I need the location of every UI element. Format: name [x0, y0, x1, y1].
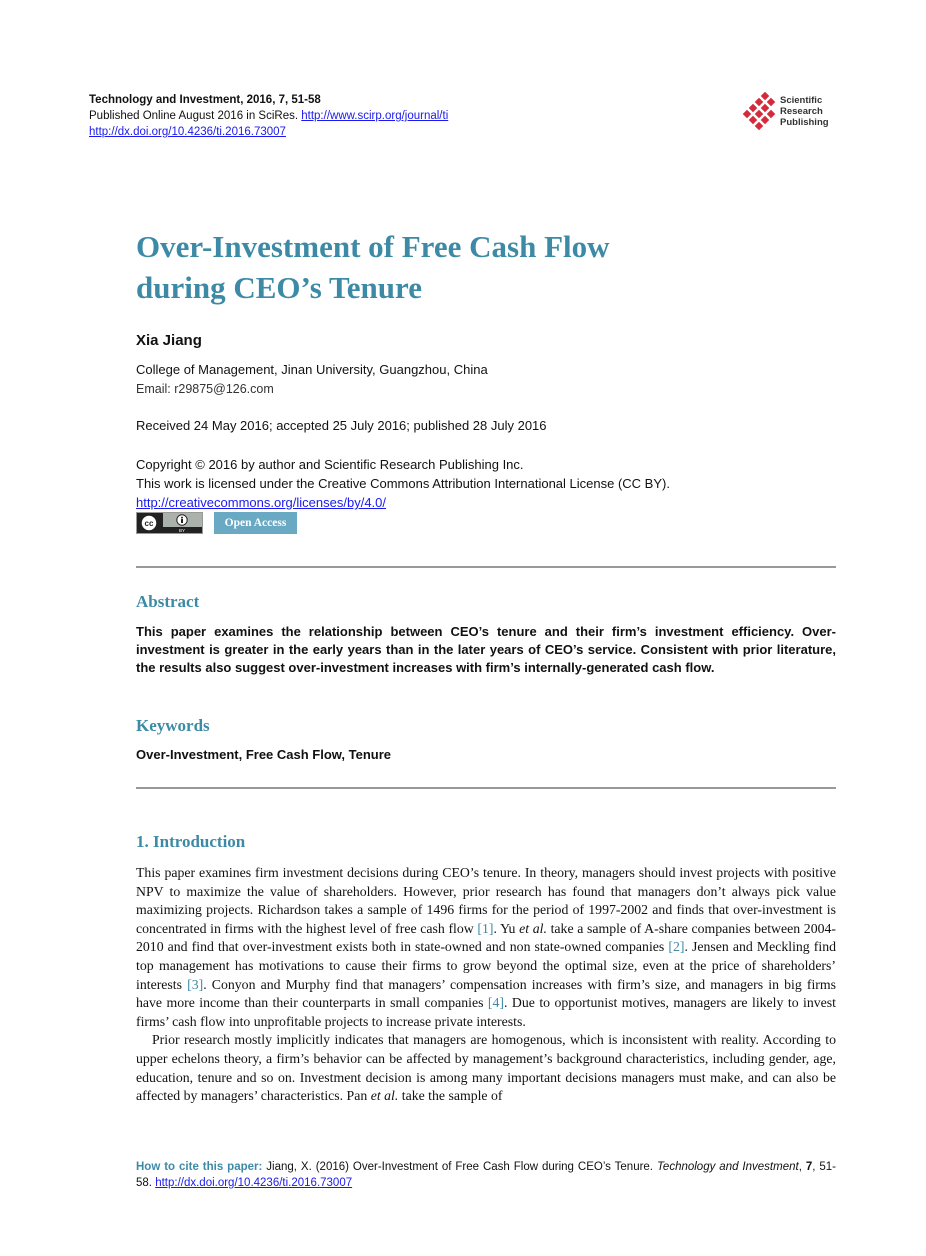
- journal-header: [89, 92, 448, 140]
- cite-label: How to cite this paper:: [136, 1161, 263, 1173]
- reference-3-link[interactable]: [3]: [187, 976, 204, 992]
- publisher-name: [780, 95, 829, 128]
- citation-doi-link[interactable]: http://dx.doi.org/10.4236/ti.2016.73007: [155, 1177, 353, 1189]
- copyright-notice: Copyright © 2016 by author and Scientific Research Publishing Inc.: [136, 457, 524, 472]
- cc-by-icon: [137, 513, 202, 533]
- journal-url-link[interactable]: http://www.scirp.org/journal/ti: [301, 110, 449, 122]
- reference-4-link[interactable]: [4]: [487, 995, 504, 1011]
- author-name: Xia Jiang: [136, 332, 202, 349]
- reference-2-link[interactable]: [2]: [668, 939, 685, 955]
- license-url-link[interactable]: http://creativecommons.org/licenses/by/4.0/: [136, 495, 387, 510]
- introduction-body: [136, 864, 836, 1106]
- license-block: [136, 455, 670, 512]
- abstract-text: This paper examines the relationship between CEO’s tenure and their firm’s investment efficiency. Over-investment is greater in the early years than in the later years of CEO’s service. Consistent with prior literature, the results also suggest over-investment increases with firm’s internally-generated cash flow.: [136, 624, 836, 675]
- published-prefix: Published Online August 2016 in SciRes.: [89, 110, 302, 122]
- section-divider-top: [136, 566, 836, 568]
- keywords-heading: Keywords: [136, 716, 210, 735]
- keywords-list: Over-Investment, Free Cash Flow, Tenure: [136, 747, 392, 762]
- how-to-cite: How to cite this paper: Jiang, X. (2016) Over-Investment of Free Cash Flow during CEO’s Tenure. Technology and Investment, 7, 51-58. http://dx.doi.org/10.4236/ti.2016.73007: [136, 1161, 836, 1189]
- cc-by-badge[interactable]: [136, 512, 203, 534]
- cc-label: cc: [144, 519, 154, 528]
- paper-title-line1: Over-Investment of Free Cash Flow: [136, 229, 610, 264]
- doi-link[interactable]: http://dx.doi.org/10.4236/ti.2016.73007: [89, 126, 286, 138]
- reference-1-link[interactable]: [1]: [477, 920, 494, 936]
- abstract-heading: Abstract: [136, 592, 200, 611]
- publisher-name-line2: Research: [780, 106, 823, 117]
- publisher-diamonds-icon: [742, 92, 778, 132]
- author-email: Email: r29875@126.com: [136, 382, 274, 396]
- section-divider-bottom: [136, 787, 836, 789]
- publisher-logo: [742, 92, 852, 132]
- paper-title-line2: during CEO’s Tenure: [136, 270, 422, 305]
- published-online-line: [89, 108, 448, 124]
- introduction-heading: 1. Introduction: [136, 832, 246, 851]
- journal-citation-line: Technology and Investment, 2016, 7, 51-58: [89, 94, 321, 106]
- paper-title: [136, 226, 836, 308]
- publisher-name-line3: Publishing: [780, 117, 829, 128]
- open-access-badge: Open Access: [214, 512, 297, 534]
- publisher-name-line1: Scientific: [780, 95, 823, 106]
- introduction-paragraph-1: This paper examines firm investment decisions during CEO’s tenure. In theory, managers should invest projects with positive NPV to maximize the value of shareholders. However, prior research has found that managers don’t always pick value maximizing projects. Richardson takes a sample of 1496 firms for the period of 1997-2002 and finds that over-investment is concentrated in firms with the highest level of free cash flow [1]. Yu et al. take a sample of A-share companies between 2004-2010 and find that over-investment exists both in state-owned and non state-owned companies [2]. Jensen and Meckling find top management has motivations to cause their firms to grow beyond the optimal size, even at the price of shareholders’ interests [3]. Conyon and Murphy find that managers’ compensation increases with firm’s size, and managers in big firms have more income than their counterparts in small companies [4]. Due to opportunist motives, managers are likely to invest firms’ cash flow into unprofitable projects to increase private interests.: [136, 865, 836, 1029]
- publication-dates: Received 24 May 2016; accepted 25 July 2016; published 28 July 2016: [136, 418, 547, 433]
- by-label: BY: [178, 528, 186, 533]
- introduction-paragraph-2: Prior research mostly implicitly indicates that managers are homogenous, which is inconsistent with reality. According to upper echelons theory, a firm’s behavior can be affected by management’s background characteristics, including gender, age, education, tenure and so on. Investment decision is among many important decisions managers must make, and can also be affected by managers’ characteristics. Pan et al. take the sample of: [136, 1032, 836, 1104]
- author-affiliation: College of Management, Jinan University, Guangzhou, China: [136, 362, 488, 377]
- license-statement: This work is licensed under the Creative Commons Attribution International License (CC BY).: [136, 476, 670, 491]
